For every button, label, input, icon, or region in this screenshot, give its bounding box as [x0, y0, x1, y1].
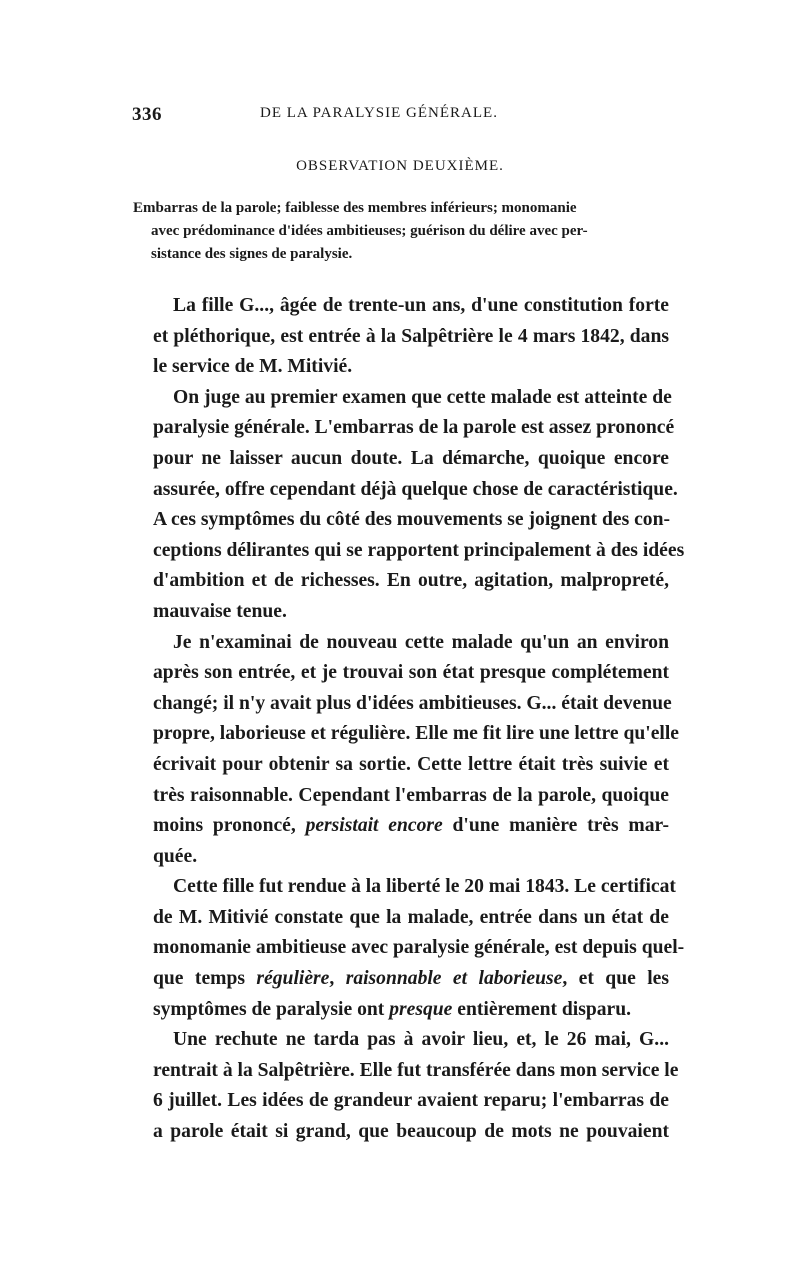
- text-fragment: ,: [329, 968, 346, 990]
- text-line: monomanie ambitieuse avec paralysie générale, est depuis quel-: [153, 937, 685, 959]
- text-fragment: d'une manière très mar-: [442, 815, 669, 837]
- text-fragment: moins prononcé,: [153, 815, 306, 837]
- text-fragment: , et que les: [562, 968, 669, 990]
- text-fragment: entièrement disparu.: [452, 998, 632, 1020]
- text-line: d'ambition et de richesses. En outre, agitation, malpropreté,: [153, 570, 669, 592]
- summary-line: sistance des signes de paralysie.: [151, 246, 353, 262]
- text-line: rentrait à la Salpêtrière. Elle fut transférée dans mon service le: [153, 1059, 679, 1081]
- paragraph: [133, 383, 685, 628]
- text-line: paralysie générale. L'embarras de la parole est assez prononcé: [153, 417, 675, 439]
- text-line: assurée, offre cependant déjà quelque chose de caractéristique.: [153, 478, 678, 500]
- paragraph: [133, 1025, 679, 1147]
- text-line: [133, 811, 669, 842]
- text-line: Cette fille fut rendue à la liberté le 20 mai 1843. Le certificat: [173, 876, 676, 898]
- summary-line: Embarras de la parole; faiblesse des membres inférieurs; monomanie: [133, 200, 577, 216]
- paragraph: [133, 291, 669, 383]
- text-line: Une rechute ne tarda pas à avoir lieu, et, le 26 mai, G...: [173, 1029, 669, 1051]
- text-line: On juge au premier examen que cette malade est atteinte de: [173, 386, 672, 408]
- text-line: pour ne laisser aucun doute. La démarche, quoique encore: [153, 447, 669, 469]
- text-line: quée.: [153, 845, 198, 867]
- text-line: le service de M. Mitivié.: [153, 356, 353, 378]
- text-line: ceptions délirantes qui se rapportent principalement à des idées: [153, 539, 685, 561]
- observation-summary: [133, 197, 669, 266]
- running-title: DE LA PARALYSIE GÉNÉRALE.: [260, 105, 498, 121]
- paragraph: [133, 872, 685, 1025]
- text-line: après son entrée, et je trouvai son état presque complétement: [153, 662, 669, 684]
- text-line: Je n'examinai de nouveau cette malade qu'un an environ: [173, 631, 669, 653]
- body-text: [133, 291, 685, 1148]
- text-line: A ces symptômes du côté des mouvements se joignent des con-: [153, 509, 671, 531]
- text-line: mauvaise tenue.: [153, 600, 287, 622]
- text-line: et pléthorique, est entrée à la Salpêtrière le 4 mars 1842, dans: [153, 325, 669, 347]
- text-fragment: que temps: [153, 968, 257, 990]
- text-line: très raisonnable. Cependant l'embarras de la parole, quoique: [153, 784, 669, 806]
- summary-line: avec prédominance d'idées ambitieuses; guérison du délire avec per-: [151, 223, 588, 239]
- observation-title: OBSERVATION DEUXIÈME.: [296, 158, 504, 174]
- text-line: de M. Mitivié constate que la malade, entrée dans un état de: [153, 906, 669, 928]
- text-line: changé; il n'y avait plus d'idées ambitieuses. G... était devenue: [153, 692, 672, 714]
- text-line: 6 juillet. Les idées de grandeur avaient reparu; l'embarras de: [153, 1090, 669, 1112]
- text-line: a parole était si grand, que beaucoup de mots ne pouvaient: [153, 1121, 669, 1143]
- paragraph: [133, 628, 680, 873]
- text-line: écrivait pour obtenir sa sortie. Cette lettre était très suivie et: [153, 753, 669, 775]
- italic-phrase: raisonnable et laborieuse: [345, 968, 563, 990]
- page-header: [132, 100, 668, 132]
- text-line: [133, 964, 669, 995]
- text-fragment: symptômes de paralysie ont: [153, 998, 390, 1020]
- italic-phrase: régulière: [256, 968, 330, 990]
- text-line: propre, laborieuse et régulière. Elle me fit lire une lettre qu'elle: [153, 723, 680, 745]
- text-line: [133, 995, 669, 1026]
- italic-phrase: persistait encore: [305, 815, 443, 837]
- italic-phrase: presque: [389, 998, 453, 1020]
- page-number: 336: [132, 104, 162, 125]
- text-line: La fille G..., âgée de trente-un ans, d'une constitution forte: [173, 295, 669, 316]
